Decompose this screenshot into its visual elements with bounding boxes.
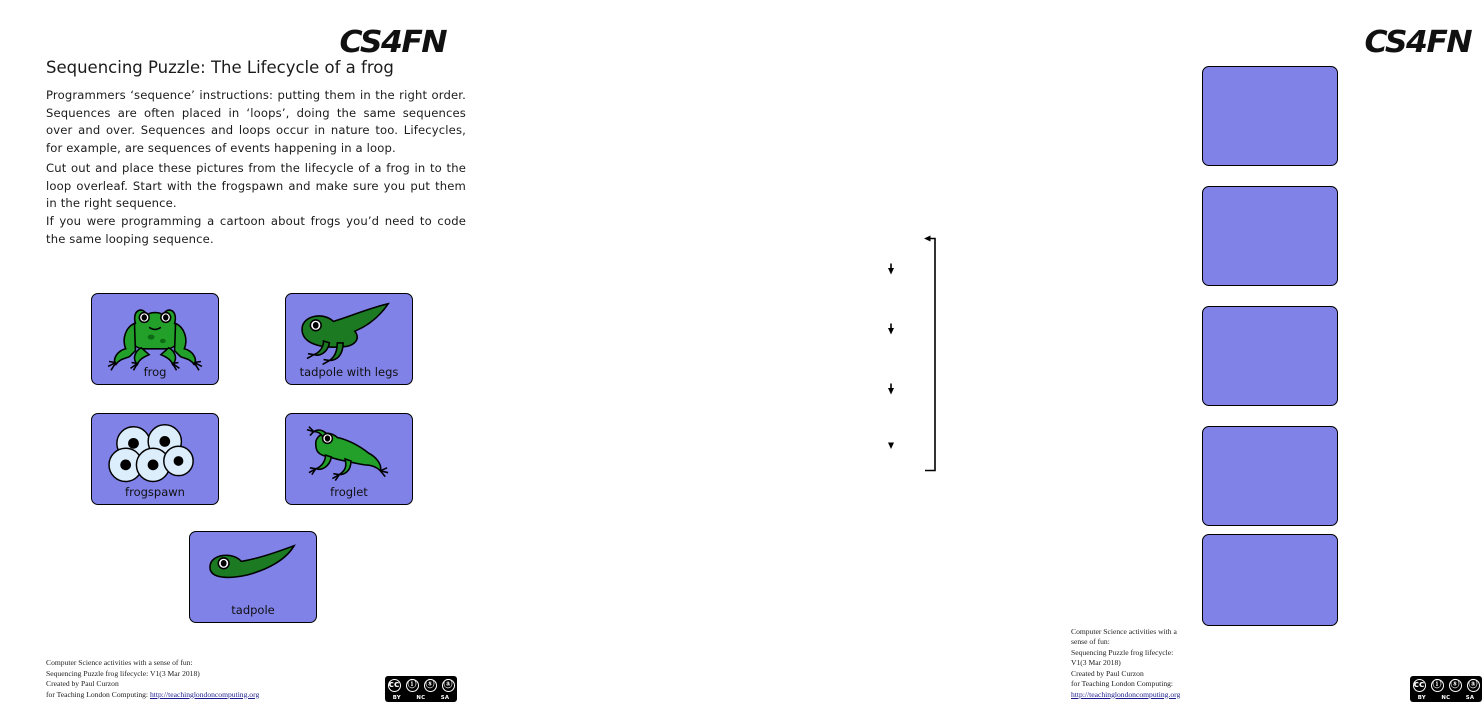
flow-box-2[interactable] [1202,186,1338,286]
card-label: frog [143,365,167,379]
cc-mark-by: ⓘ [407,679,417,690]
cc-label-sa: SA [1465,695,1475,701]
cc-mark-by: ⓘ [1432,679,1442,690]
flow-box-3[interactable] [1202,306,1338,406]
flow-box-4[interactable] [1202,426,1338,526]
footer-line-4 [1071,679,1180,700]
card-tadpole-with-legs[interactable] [285,293,413,385]
footer-line-4-prefix: for Teaching London Computing: [46,689,150,699]
cs4fn-logo: CS4FN [1364,25,1472,60]
card-frogspawn[interactable] [91,413,219,505]
teaching-london-computing-link[interactable]: http://teachinglondoncomputing.org [1071,689,1181,699]
footer-line-2: Sequencing Puzzle frog lifecycle: V1(3 Mar 2018) [1071,647,1174,667]
cc-label-by: BY [392,695,401,701]
card-label: tadpole with legs [299,365,399,379]
page-title: Sequencing Puzzle: The Lifecycle of a frog [46,58,394,77]
cc-mark-nc: ⓢ [425,679,435,690]
flow-box-1[interactable] [1202,66,1338,166]
left-page [0,0,512,722]
card-label: frogspawn [125,485,185,499]
creative-commons-badge [1410,676,1482,702]
cc-labels-row [1410,695,1482,701]
right-page [512,0,1478,722]
footer-line-3: Created by Paul Curzon [46,679,119,688]
footer-right [1071,627,1180,701]
flow-arrows [512,0,1024,722]
cc-label-nc: NC [416,695,426,701]
cc-label-by: BY [1417,695,1426,701]
teaching-london-computing-link[interactable]: http://teachinglondoncomputing.org [149,689,260,699]
cc-mark-nc: ⓢ [1450,679,1460,690]
cc-label-nc: NC [1441,695,1451,701]
intro-paragraph-2: Cut out and place these pictures from the lifecycle of a frog in to the loop overleaf. Start with the frogspawn and make sure you put them in the right sequence. [46,161,466,210]
footer-line-4-prefix: for Teaching London Computing: [1071,679,1174,688]
cc-labels-row [385,695,457,701]
cc-mark-cc: cc [1413,679,1425,690]
card-label: froglet [330,485,368,499]
cc-mark-sa: ⓐ [443,679,453,690]
card-frog[interactable] [91,293,219,385]
flow-box-5[interactable] [1202,534,1338,626]
cc-marks-row [385,677,457,693]
footer-line-1: Computer Science activities with a sense of fun: [1071,626,1177,646]
creative-commons-badge [385,676,457,702]
footer-line-1: Computer Science activities with a sense of fun: [46,658,193,667]
cc-marks-row [1410,677,1482,693]
footer-line-2: Sequencing Puzzle frog lifecycle: V1(3 Mar 2018) [46,668,200,678]
card-label: tadpole [231,603,275,617]
cc-mark-cc: cc [388,679,400,690]
footer-line-3: Created by Paul Curzon [1071,668,1144,678]
intro-paragraph-1: Programmers ‘sequence’ instructions: putting them in the right order. Sequences are often placed in ‘loops’, doing the same sequences over and over. Sequences and loops occur in nature too. Lifecycles, for example, are sequences of events happening in a loop. [46,88,466,155]
cc-mark-sa: ⓐ [1468,679,1478,690]
intro-paragraph-3: If you were programming a cartoon about frogs you’d need to code the same looping sequence. [46,214,466,246]
card-tadpole[interactable] [189,531,317,623]
footer-left [46,658,259,700]
cc-label-sa: SA [440,695,450,701]
footer-line-4 [46,690,259,701]
card-froglet[interactable] [285,413,413,505]
cs4fn-logo: CS4FN [339,25,447,60]
